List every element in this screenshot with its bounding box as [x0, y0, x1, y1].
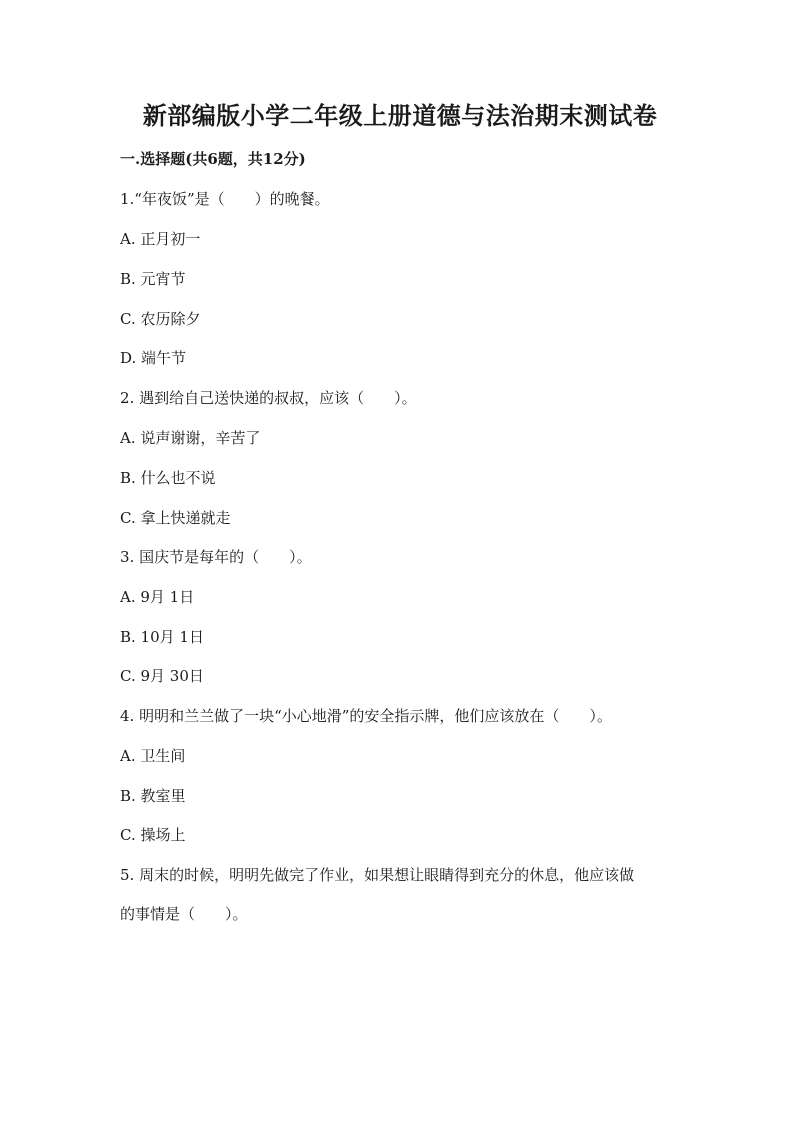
page-title: 新部编版小学二年级上册道德与法治期末测试卷 — [142, 101, 658, 130]
question-2-option-c: C. 拿上快递就走 — [120, 509, 231, 527]
question-1-option-b: B. 元宵节 — [120, 270, 186, 288]
question-4-stem: 4. 明明和兰兰做了一块“小心地滑”的安全指示牌，他们应该放在（ ）。 — [120, 707, 612, 725]
question-3-option-c: C. 9月 30日 — [120, 667, 204, 685]
question-5-stem-line-2: 的事情是（ ）。 — [120, 905, 248, 923]
question-3-option-b: B. 10月 1日 — [120, 628, 204, 646]
section-heading: 一.选择题(共6题，共12分) — [120, 150, 306, 168]
question-3-stem: 3. 国庆节是每年的（ ）。 — [120, 548, 312, 566]
question-5-stem-line-1: 5. 周末的时候，明明先做完了作业，如果想让眼睛得到充分的休息，他应该做 — [120, 866, 635, 884]
question-2-option-a: A. 说声谢谢，辛苦了 — [120, 429, 261, 447]
question-4-option-b: B. 教室里 — [120, 787, 186, 805]
question-2-option-b: B. 什么也不说 — [120, 469, 216, 487]
question-3-option-a: A. 9月 1日 — [120, 588, 195, 606]
question-4-option-a: A. 卫生间 — [120, 747, 186, 765]
question-1-stem: 1.“年夜饭”是（ ）的晚餐。 — [120, 190, 330, 208]
question-1-option-d: D. 端午节 — [120, 349, 187, 367]
question-2-stem: 2. 遇到给自己送快递的叔叔，应该（ ）。 — [120, 389, 417, 407]
question-4-option-c: C. 操场上 — [120, 826, 186, 844]
question-1-option-c: C. 农历除夕 — [120, 310, 201, 328]
question-1-option-a: A. 正月初一 — [120, 230, 201, 248]
